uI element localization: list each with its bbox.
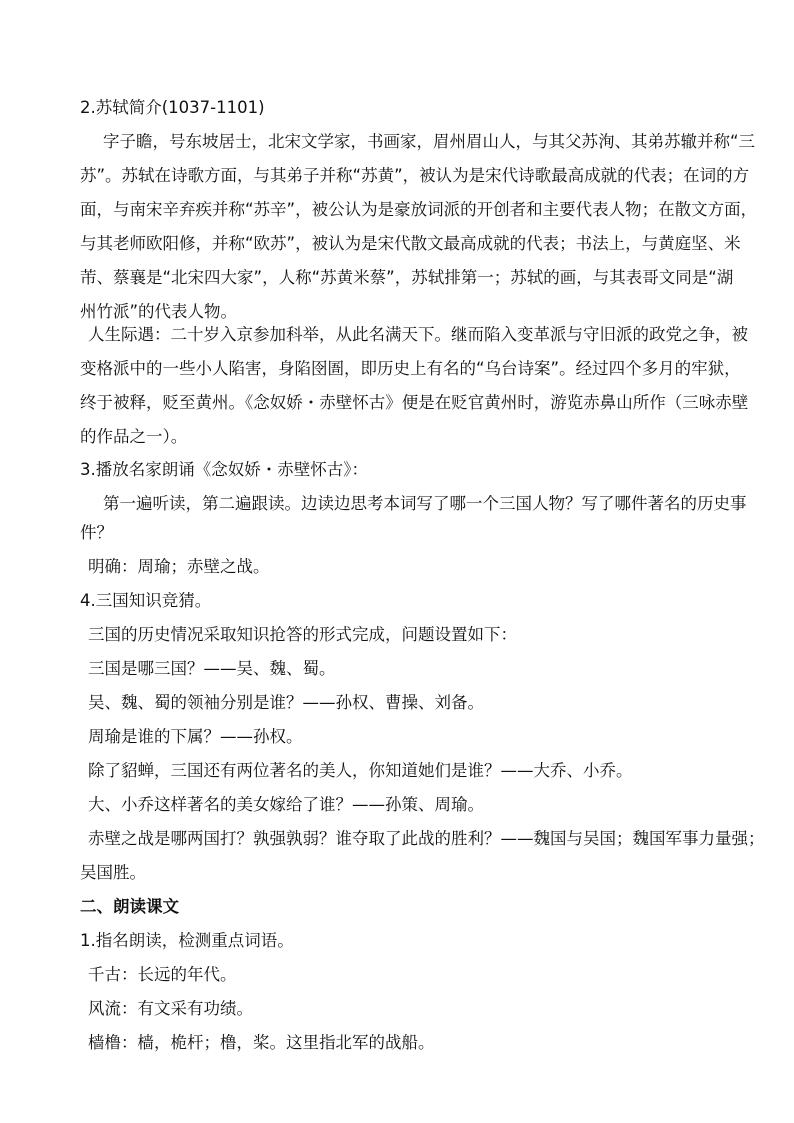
- life-line: 的作品之一）。: [80, 427, 188, 446]
- quiz-item: 除了貂蝉，三国还有两位著名的美人，你知道她们是谁？——大乔、小乔。: [88, 761, 633, 780]
- bio-line: 芾、蔡襄是“北宋四大家”，人称“苏黄米蔡”，苏轼排第一；苏轼的画，与其表哥文同是“湖: [80, 268, 734, 287]
- bio-line: 面，与南宋辛弃疾并称“苏辛”，被公认为是豪放词派的开创者和主要代表人物；在散文方面，: [80, 200, 758, 219]
- vocab-item: 风流：有文采有功绩。: [88, 999, 253, 1018]
- quiz-intro: 三国的历史情况采取知识抢答的形式完成，问题设置如下：: [88, 625, 517, 644]
- recitation-line: 件？: [80, 523, 113, 542]
- bio-line: 州竹派”的代表人物。: [80, 302, 238, 321]
- bio-line: 与其老师欧阳修，并称“欧苏”，被认为是宋代散文最高成就的代表；书法上，与黄庭坚、米: [80, 234, 741, 253]
- bio-line: 苏”。苏轼在诗歌方面，与其弟子并称“苏黄”，被认为是宋代诗歌最高成就的代表；在词的方: [80, 166, 750, 185]
- quiz-item: 吴、魏、蜀的领袖分别是谁？——孙权、曹操、刘备。: [88, 693, 484, 712]
- section-heading-recitation: 3.播放名家朗诵《念奴娇・赤壁怀古》：: [80, 460, 368, 479]
- section-heading-su-shi-intro: 2.苏轼简介(1037-1101): [80, 98, 265, 117]
- quiz-item: 大、小乔这样著名的美女嫁给了谁？——孙策、周瑜。: [88, 795, 484, 814]
- recitation-line: 第一遍听读，第二遍跟读。边读边思考本词写了哪一个三国人物？写了哪件著名的历史事: [103, 494, 747, 513]
- quiz-item: 吴国胜。: [80, 863, 146, 882]
- reading-item: 1.指名朗读，检测重点词语。: [80, 931, 294, 950]
- life-line: 人生际遇：二十岁入京参加科举，从此名满天下。继而陷入变革派与守旧派的政党之争，被: [88, 325, 748, 344]
- quiz-item: 三国是哪三国？——吴、魏、蜀。: [88, 659, 336, 678]
- quiz-item: 赤壁之战是哪两国打？孰强孰弱？谁夺取了此战的胜利？——魏国与吴国；魏国军事力量强；: [88, 829, 765, 848]
- life-line: 终于被释，贬至黄州。《念奴娇・赤壁怀古》便是在贬官黄州时，游览赤鼻山所作（三咏赤壁: [80, 393, 749, 412]
- life-line: 变格派中的一些小人陷害，身陷囹圄，即历史上有名的“乌台诗案”。经过四个多月的牢狱，: [80, 359, 741, 378]
- section-heading-quiz: 4.三国知识竞猜。: [80, 591, 212, 610]
- part-heading-reading: 二、朗读课文: [80, 897, 179, 916]
- vocab-item: 樯橹：樯，桅杆；橹，桨。这里指北军的战船。: [88, 1033, 435, 1052]
- recitation-answer: 明确：周瑜；赤壁之战。: [88, 557, 270, 576]
- bio-line: 字子瞻，号东坡居士，北宋文学家，书画家，眉州眉山人，与其父苏洵、其弟苏辙并称“三: [103, 132, 756, 151]
- quiz-item: 周瑜是谁的下属？——孙权。: [88, 727, 303, 746]
- vocab-item: 千古：长远的年代。: [88, 965, 237, 984]
